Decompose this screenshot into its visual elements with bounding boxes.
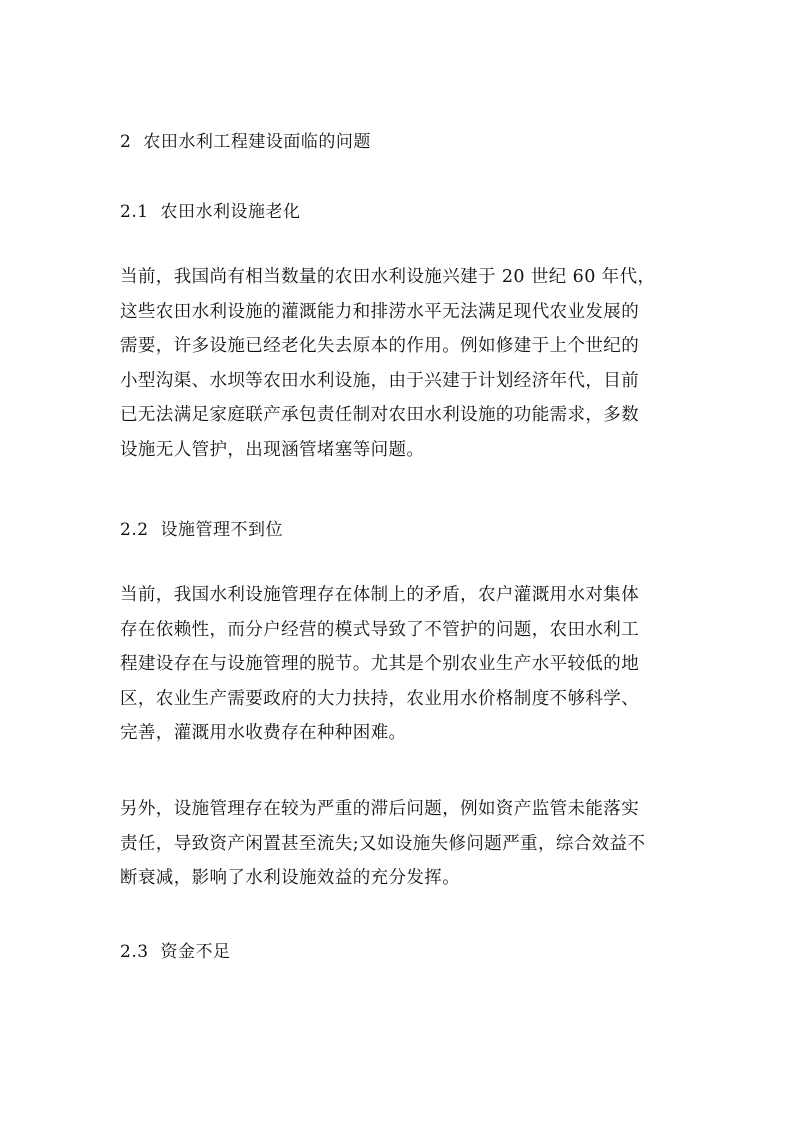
- section-title: 农田水利设施老化: [160, 202, 301, 222]
- section-heading-2-3: [120, 940, 231, 964]
- paragraph-line: 已无法满足家庭联产承包责任制对农田水利设施的功能需求，多数: [120, 405, 640, 425]
- paragraph-facilities-aging: [120, 260, 680, 467]
- paragraph-line: 当前，我国尚有相当数量的农田水利设施兴建于 20 世纪 60 年代，: [120, 267, 656, 287]
- paragraph-management-lag: [120, 792, 680, 896]
- section-title: 设施管理不到位: [160, 520, 284, 540]
- section-number: 2: [120, 132, 132, 152]
- paragraph-line: 责任，导致资产闲置甚至流失;又如设施失修问题严重，综合效益不: [120, 833, 646, 854]
- paragraph-line: 完善，灌溉用水收费存在种种困难。: [120, 723, 407, 743]
- paragraph-line: 断衰减，影响了水利设施效益的充分发挥。: [120, 868, 461, 888]
- paragraph-line: 区，农业生产需要政府的大力扶持，农业用水价格制度不够科学、: [120, 688, 640, 709]
- paragraph-line: 小型沟渠、水坝等农田水利设施，由于兴建于计划经济年代，目前: [120, 370, 640, 391]
- paragraph-line: 设施无人管护，出现涵管堵塞等问题。: [120, 439, 425, 460]
- paragraph-line: 需要，许多设施已经老化失去原本的作用。例如修建于上个世纪的: [120, 336, 640, 356]
- section-number: 2.2: [120, 520, 149, 540]
- section-heading-2-2: [120, 518, 283, 542]
- paragraph-line: 这些农田水利设施的灌溉能力和排涝水平无法满足现代农业发展的: [120, 301, 640, 322]
- paragraph-line: 另外，设施管理存在较为严重的滞后问题，例如资产监管未能落实: [120, 799, 640, 819]
- section-title: 农田水利工程建设面临的问题: [143, 132, 371, 152]
- paragraph-management-issue: [120, 578, 680, 751]
- section-number: 2.3: [120, 942, 149, 962]
- section-heading-2-1: [120, 200, 301, 224]
- paragraph-line: 程建设存在与设施管理的脱节。尤其是个别农业生产水平较低的地: [120, 654, 640, 674]
- paragraph-line: 当前，我国水利设施管理存在体制上的矛盾，农户灌溉用水对集体: [120, 585, 640, 605]
- section-number: 2.1: [120, 202, 149, 222]
- paragraph-line: 存在依赖性，而分户经营的模式导致了不管护的问题，农田水利工: [120, 619, 640, 640]
- section-heading-2: [120, 130, 371, 154]
- section-title: 资金不足: [160, 942, 231, 962]
